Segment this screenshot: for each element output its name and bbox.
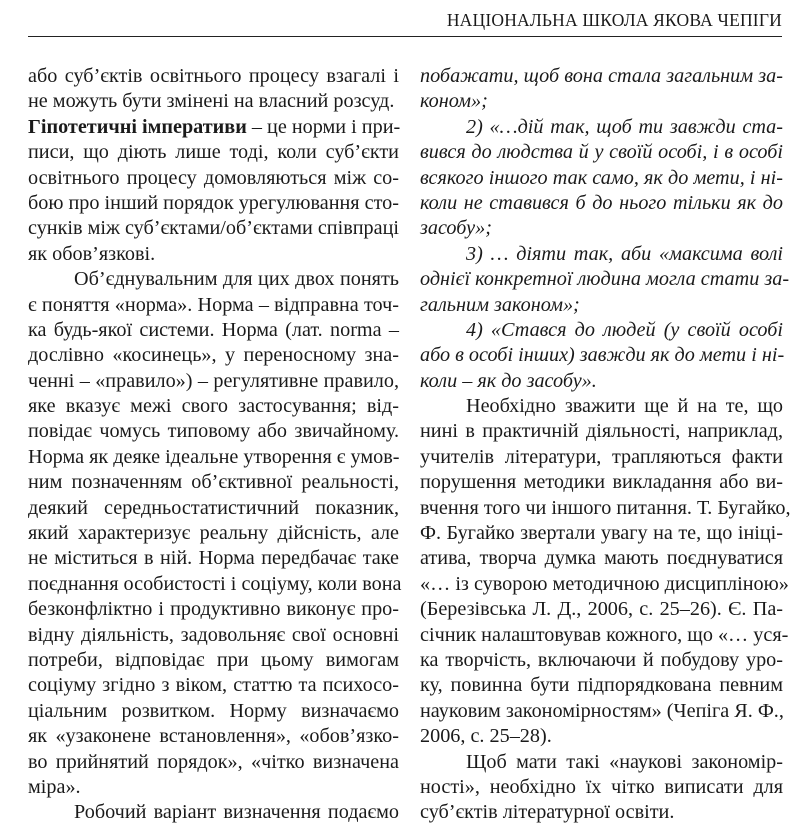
- line-text: коном»;: [420, 90, 488, 113]
- text-line: [28, 166, 399, 191]
- text-line: [420, 64, 783, 89]
- line-text: суб’єктів літературної освіти.: [420, 801, 675, 824]
- line-text: як «узаконене встановлення», «обов’язко-: [28, 725, 399, 748]
- text-line: [28, 242, 399, 267]
- text-line: [28, 369, 399, 394]
- text-line: [28, 445, 399, 470]
- line-text: ка будь-якої системи. Норма (лат. norma –: [28, 318, 399, 341]
- right-text-column: [420, 64, 791, 826]
- line-text: освітнього процесу домовляються між со-: [28, 166, 399, 189]
- line-text: учителів літератури, трапляються факти: [420, 445, 783, 468]
- text-line: [28, 800, 399, 825]
- text-line: [28, 267, 399, 292]
- line-text: засобу»;: [420, 217, 492, 240]
- line-text: ченні – «правило») – регулятивне правило,: [28, 369, 399, 392]
- line-text: дослівно «косинець», у переносному зна-: [28, 344, 399, 367]
- line-text: ка творчість, включаючи й побудову уро-: [420, 648, 783, 671]
- line-text: побажати, щоб вона стала загальним за-: [420, 65, 783, 87]
- line-text: коли не ставився б до нього тільки як до: [420, 191, 783, 214]
- line-text: ціальним розвитком. Норму визначаємо: [28, 699, 399, 722]
- text-line: [28, 699, 399, 724]
- line-text: яке вказує межі свого застосування; від-: [28, 395, 399, 418]
- line-text: Необхідно зважити ще й на те, що: [466, 395, 783, 418]
- text-line: [28, 724, 399, 749]
- line-text: 3) … діяти так, аби «максима волі: [466, 242, 783, 265]
- line-text: не можуть бути змінені на власний розсуд.: [28, 90, 395, 113]
- text-line: [420, 318, 783, 343]
- text-line: [28, 394, 399, 419]
- line-text: 4) «Стався до людей (у своїй особі: [466, 318, 783, 341]
- line-text: безконфліктно і продуктивно виконує про-: [28, 598, 399, 621]
- line-text: відну діяльність, задовольняє свої основні: [28, 623, 399, 646]
- line-text: або суб’єктів освітнього процесу взагалі і: [28, 65, 399, 87]
- text-line: [420, 521, 783, 546]
- text-line: [28, 64, 399, 89]
- text-line: [420, 343, 783, 368]
- line-text: порушення методики викладання або ви-: [420, 471, 783, 494]
- text-line: [420, 750, 783, 775]
- line-text: Норма як деяке ідеальне утворення є умов-: [28, 445, 400, 468]
- line-text: сунків між суб’єктами/об’єктами співпраці: [28, 217, 400, 240]
- text-line: [28, 597, 399, 622]
- line-text: – це норми і при-: [246, 115, 401, 138]
- line-text: бою про інший порядок урегулювання сто-: [28, 191, 399, 214]
- line-text: ним позначенням об’єктивної реальності,: [28, 471, 399, 494]
- text-line: [420, 419, 783, 444]
- text-line: [420, 572, 789, 597]
- line-text: однієї конкретної людина могла стати за-: [420, 268, 790, 291]
- text-line: [420, 267, 790, 292]
- text-line: [420, 445, 783, 470]
- line-text: писи, що діють лише тоді, коли суб’єкти: [28, 141, 399, 164]
- line-text: 2006, с. 25–28).: [420, 725, 552, 748]
- text-line: [28, 648, 399, 673]
- text-line: [28, 623, 399, 648]
- text-line: [28, 89, 399, 114]
- line-text: є поняття «норма». Норма – відправна точ-: [28, 293, 399, 316]
- text-line: [28, 115, 399, 140]
- line-text: ку, повинна бути підпорядкована певним: [420, 674, 783, 697]
- running-title: НАЦІОНАЛЬНА ШКОЛА ЯКОВА ЧЕПІГИ: [446, 10, 782, 30]
- text-line: [420, 597, 783, 622]
- text-line: [28, 750, 399, 775]
- text-line: [28, 318, 399, 343]
- line-text: який характеризує реальну дійсність, але: [28, 522, 399, 545]
- text-line: [420, 216, 783, 241]
- line-text: 2) «…дій так, щоб ти завжди ста-: [466, 115, 783, 138]
- line-text: вчення того чи іншого питання. Т. Бугайко,: [420, 496, 791, 519]
- text-line: [420, 800, 783, 825]
- text-line: [28, 521, 399, 546]
- line-text: Об’єднувальним для цих двох понять: [74, 268, 399, 291]
- text-line: [28, 546, 399, 571]
- line-text: ності», необхідно їх чітко виписати для: [420, 775, 783, 798]
- text-line: [28, 191, 399, 216]
- line-text: соціуму згідно з віком, статтю та психосо-: [28, 674, 399, 697]
- line-text: поєднання особистості і соціуму, коли вона: [28, 572, 402, 595]
- line-text: січник налаштовував кожного, що «… уся-: [420, 623, 789, 646]
- line-text: во прийнятий порядок», «чітко визначена: [28, 750, 399, 773]
- line-text: (Березівська Л. Д., 2006, с. 25–26). Є. Па-: [420, 598, 783, 621]
- text-line: [28, 419, 399, 444]
- line-text: повідає чомусь типовому або звичайному.: [28, 420, 399, 443]
- text-line: [420, 496, 791, 521]
- text-line: [28, 673, 399, 698]
- text-line: [28, 293, 399, 318]
- text-line: [420, 775, 783, 800]
- text-line: [420, 470, 783, 495]
- line-text: науковим закономірностям» (Чепіга Я. Ф.,: [420, 699, 784, 722]
- line-text: як обов’язкові.: [28, 242, 156, 265]
- line-text: потреби, відповідає при цьому вимогам: [28, 648, 399, 671]
- line-text: міра».: [28, 775, 81, 798]
- text-line: [420, 140, 783, 165]
- text-line: [420, 699, 783, 724]
- line-text: атива, творча думка мають поєднуватися: [420, 547, 783, 570]
- line-text: Ф. Бугайко звертали увагу на те, що ініці-: [420, 522, 783, 545]
- line-text: не міститься в ній. Норма передбачає таке: [28, 547, 399, 570]
- bold-term: Гіпотетичні імперативи: [28, 115, 247, 138]
- line-text: всякого іншого так само, як до мети, і ні-: [420, 166, 783, 189]
- line-text: деякий середньостатистичний показник,: [28, 496, 399, 519]
- text-line: [420, 89, 783, 114]
- line-text: Робочий варіант визначення подаємо: [74, 801, 399, 824]
- line-text: нині в практичній діяльності, наприклад,: [420, 420, 783, 443]
- text-line: [420, 166, 783, 191]
- text-line: [420, 673, 783, 698]
- text-line: [28, 470, 399, 495]
- line-text: або в особі інших) завжди як до мети і ні-: [420, 344, 785, 367]
- text-line: [420, 191, 783, 216]
- text-line: [420, 546, 783, 571]
- running-header: [28, 6, 782, 37]
- text-line: [28, 140, 399, 165]
- text-line: [28, 343, 399, 368]
- text-line: [28, 496, 399, 521]
- text-line: [28, 216, 399, 241]
- text-line: [420, 394, 783, 419]
- left-text-column: [28, 64, 402, 826]
- text-line: [420, 648, 783, 673]
- text-line: [420, 115, 783, 140]
- text-line: [28, 572, 402, 597]
- line-text: Щоб мати такі «наукові закономір-: [466, 750, 783, 773]
- text-line: [420, 623, 789, 648]
- text-line: [28, 775, 399, 800]
- text-line: [420, 369, 783, 394]
- line-text: коли – як до засобу».: [420, 369, 597, 392]
- text-line: [420, 242, 783, 267]
- text-line: [420, 724, 783, 749]
- text-line: [420, 293, 783, 318]
- line-text: вився до людства й у своїй особі, і в особі: [420, 141, 783, 164]
- line-text: гальним законом»;: [420, 293, 580, 316]
- line-text: «… із суворою методичною дисципліною»: [420, 572, 789, 595]
